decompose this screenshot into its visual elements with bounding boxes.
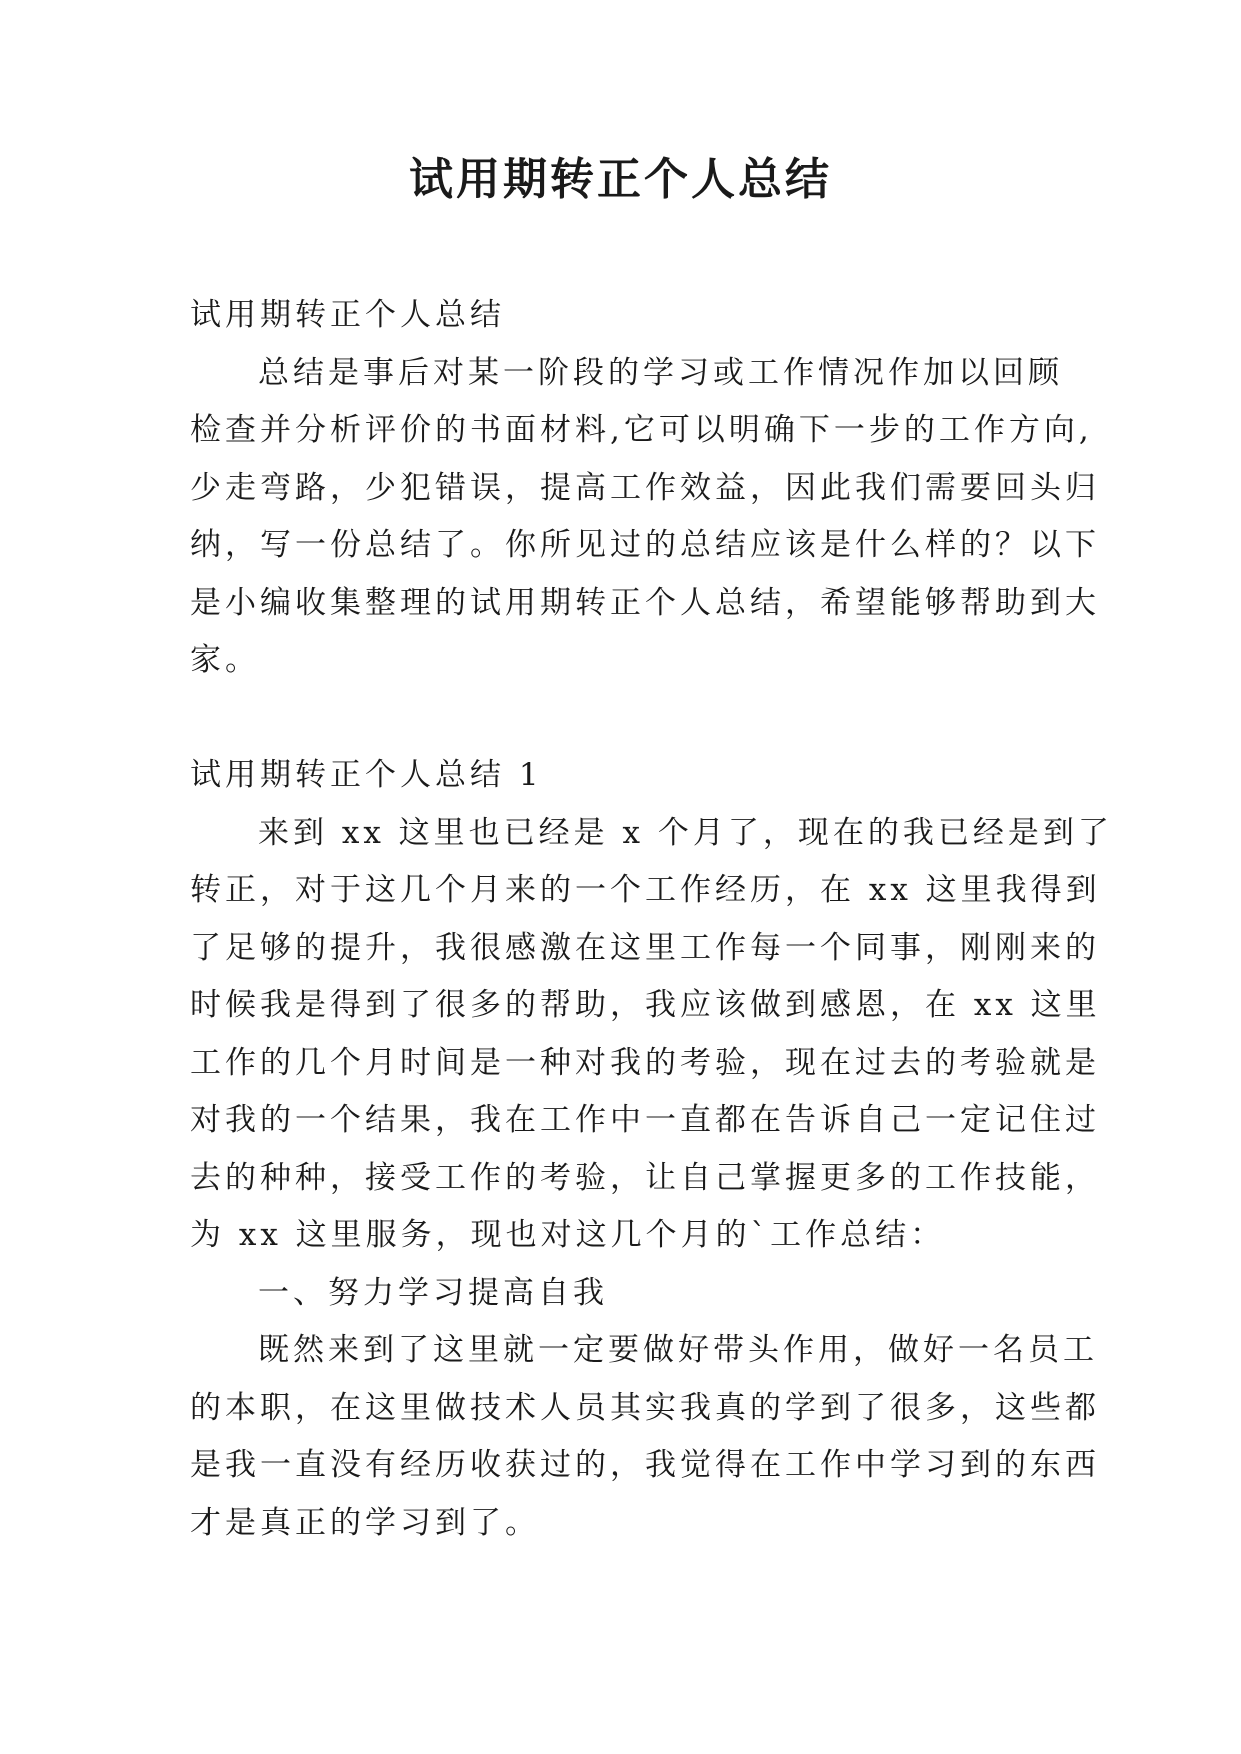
- subsection-heading: 一、努力学习提高自我: [258, 1274, 608, 1311]
- paragraph-line: 时候我是得到了很多的帮助，我应该做到感恩，在 xx 这里: [190, 987, 1101, 1023]
- paragraph-line: 为 xx 这里服务，现也对这几个月的`工作总结：: [190, 1217, 946, 1253]
- paragraph-line: 工作的几个月时间是一种对我的考验，现在过去的考验就是: [190, 1044, 1100, 1081]
- paragraph-line: 才是真正的学习到了。: [190, 1504, 540, 1541]
- section-spacer: [190, 690, 1060, 748]
- paragraph-line: 少走弯路，少犯错误，提高工作效益，因此我们需要回头归: [190, 469, 1100, 506]
- paragraph-line: 去的种种，接受工作的考验，让自己掌握更多的工作技能，: [190, 1159, 1100, 1196]
- paragraph-line: 来到 xx 这里也已经是 x 个月了，现在的我已经是到了: [258, 814, 1113, 851]
- document-body: [190, 287, 1113, 1552]
- intro-heading: 试用期转正个人总结: [190, 297, 505, 333]
- paragraph-line: 对我的一个结果，我在工作中一直都在告诉自己一定记住过: [190, 1102, 1100, 1138]
- paragraph-line: 总结是事后对某一阶段的学习或工作情况作加以回顾: [258, 354, 1063, 391]
- paragraph-line: 的本职，在这里做技术人员其实我真的学到了很多，这些都: [190, 1389, 1100, 1426]
- paragraph-line: 纳，写一份总结了。你所见过的总结应该是什么样的？以下: [190, 527, 1100, 563]
- paragraph-line: 是小编收集整理的试用期转正个人总结，希望能够帮助到大: [190, 584, 1100, 621]
- subsection-paragraph: [190, 1322, 1100, 1552]
- paragraph-line: 是我一直没有经历收获过的，我觉得在工作中学习到的东西: [190, 1447, 1100, 1483]
- paragraph-line: 家。: [190, 642, 260, 678]
- intro-paragraph: [190, 345, 1100, 690]
- paragraph-line: 既然来到了这里就一定要做好带头作用，做好一名员工: [258, 1332, 1098, 1368]
- paragraph-line: 转正，对于这几个月来的一个工作经历，在 xx 这里我得到: [190, 872, 1101, 908]
- paragraph-line: 了足够的提升，我很感激在这里工作每一个同事，刚刚来的: [190, 929, 1100, 966]
- section-paragraph: [190, 805, 1113, 1265]
- section-heading: 试用期转正个人总结 1: [190, 757, 543, 793]
- document-title: 试用期转正个人总结: [409, 154, 832, 205]
- paragraph-line: 检查并分析评价的书面材料,它可以明确下一步的工作方向,: [190, 412, 1093, 448]
